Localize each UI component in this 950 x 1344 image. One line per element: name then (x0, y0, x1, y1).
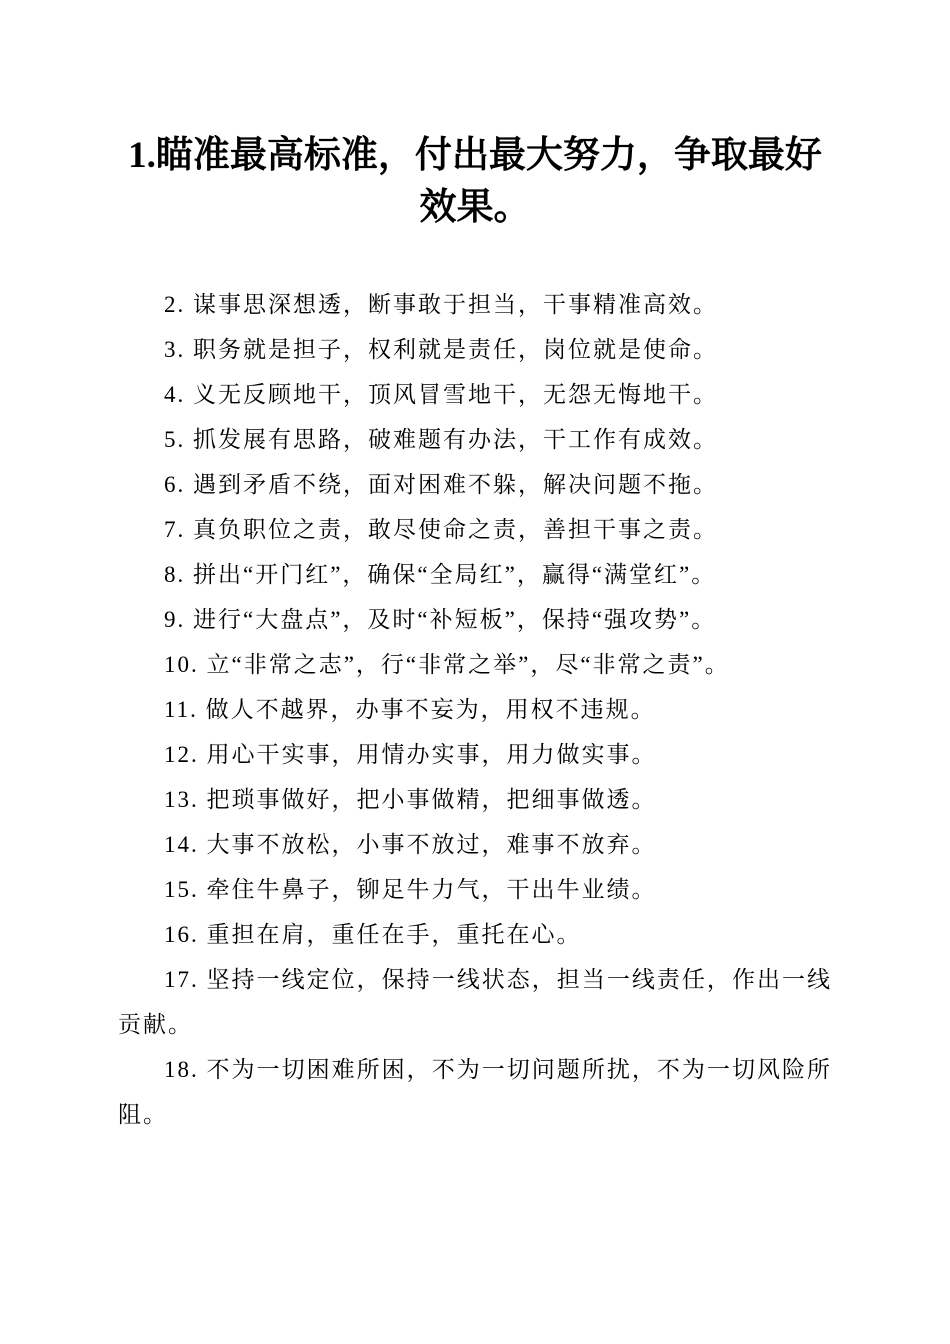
document-title: 1.瞄准最高标准，付出最大努力，争取最好效果。 (128, 135, 822, 228)
list-item-10: 10. 立“非常之志”，行“非常之举”，尽“非常之责”。 (164, 651, 730, 677)
list-item-4: 4. 义无反顾地干，顶风冒雪地干，无怨无悔地干。 (164, 381, 718, 407)
list-item-11: 11. 做人不越界，办事不妄为，用权不违规。 (164, 696, 656, 722)
list-item-8: 8. 拼出“开门红”，确保“全局红”，赢得“满堂红”。 (164, 561, 717, 587)
list-item-7: 7. 真负职位之责，敢尽使命之责，善担干事之责。 (164, 516, 718, 542)
list-item-2: 2. 谋事思深想透，断事敢于担当，干事精准高效。 (164, 291, 718, 317)
list-item-13: 13. 把琐事做好，把小事做精，把细事做透。 (164, 786, 657, 812)
list-item-12: 12. 用心干实事，用情办实事，用力做实事。 (164, 741, 657, 767)
list-item-9: 9. 进行“大盘点”，及时“补短板”，保持“强攻势”。 (164, 606, 717, 632)
list-item-16: 16. 重担在肩，重任在手，重托在心。 (164, 921, 582, 947)
list-item-5: 5. 抓发展有思路，破难题有办法，干工作有成效。 (164, 426, 718, 452)
list-item-18: 18. 不为一切困难所困，不为一切问题所扰，不为一切风险所阻。 (118, 1056, 832, 1127)
list-item-15: 15. 牵住牛鼻子，铆足牛力气，干出牛业绩。 (164, 876, 657, 902)
list-item-14: 14. 大事不放松，小事不放过，难事不放弃。 (164, 831, 657, 857)
list-item-3: 3. 职务就是担子，权利就是责任，岗位就是使命。 (164, 336, 718, 362)
list-item-17: 17. 坚持一线定位，保持一线状态，担当一线责任，作出一线贡献。 (118, 966, 832, 1037)
list-item-6: 6. 遇到矛盾不绕，面对困难不躲，解决问题不拖。 (164, 471, 718, 497)
numbered-list (118, 282, 832, 1137)
